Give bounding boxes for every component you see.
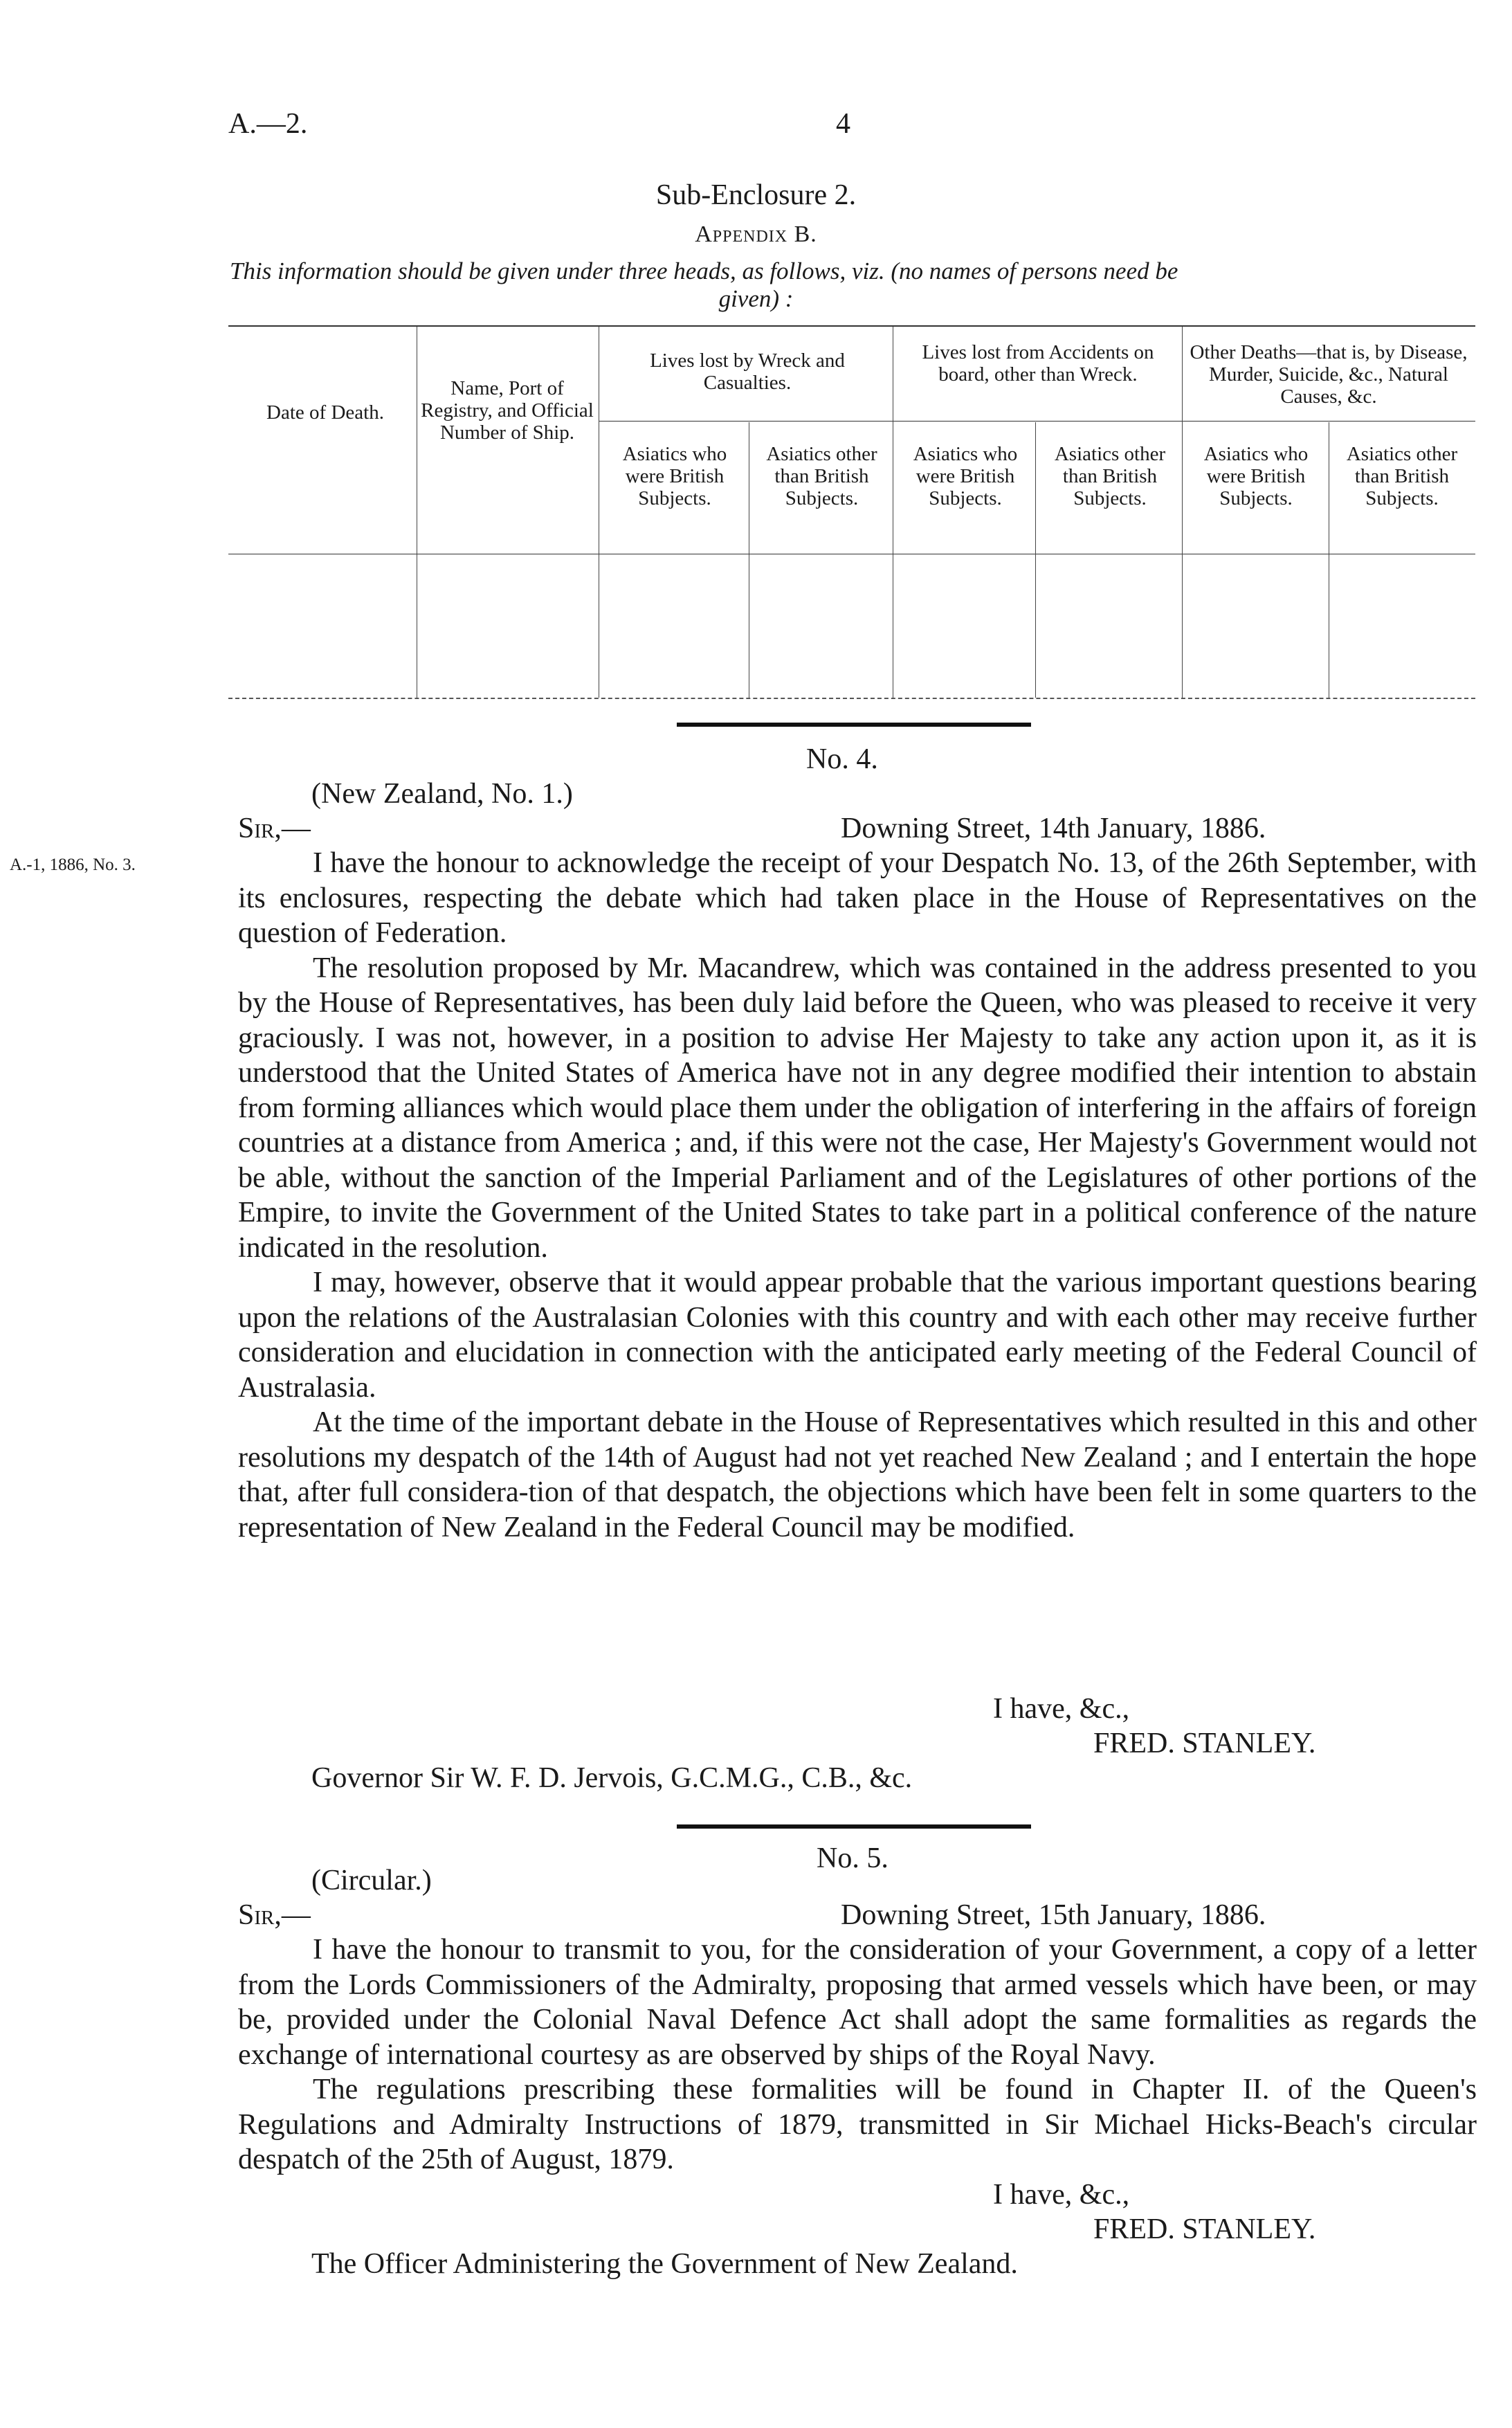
letter5-salutation: Sir,— xyxy=(238,1899,311,1931)
instruction-line-1: This information should be given under three heads, as follows, viz. (no names of persons need be xyxy=(230,257,1178,284)
appendix-title: Appendix B. xyxy=(695,221,817,247)
table-bottom-rule xyxy=(228,698,1475,699)
letter4-paragraph: I have the honour to acknowledge the receipt of your Despatch No. 13, of the 26th September, with its enclosures, respecting the debate which had taken place in the House of Representatives on the question of Federation. xyxy=(238,847,1477,949)
letter4-origin: (New Zealand, No. 1.) xyxy=(311,778,573,810)
letter5-number: No. 5. xyxy=(817,1842,889,1874)
sub-other-header: Asiatics other than British Subjects. xyxy=(766,443,877,509)
sub-other-header: Asiatics other than British Subjects. xyxy=(1346,443,1458,509)
group-accidents-header: Lives lost from Accidents on board, other than Wreck. xyxy=(922,341,1154,386)
page-ref: A.—2. xyxy=(228,108,308,140)
letter4-closing: I have, &c., xyxy=(993,1693,1130,1725)
letter4-paragraph: At the time of the important debate in the House of Representatives which resulted in this and other resolutions my despatch of the 14th of August had not yet reached New Zealand ; and I entertain the hope that, after full considera-tion of that despatch, the objections which have been felt in some quarters to the representation of New Zealand in the Federal Council may be modified. xyxy=(238,1406,1477,1543)
letter4-paragraph: I may, however, observe that it would appear probable that the various important questions bearing upon the relations of the Australasian Colonies with this country and with each other may receive further consideration and elucidation in connection with the anticipated early meeting of the Federal Council of Australasia. xyxy=(238,1267,1477,1404)
letter5-closing: I have, &c., xyxy=(993,2179,1130,2211)
instruction-line-2: given) : xyxy=(718,285,794,312)
letter5-signature: FRED. STANLEY. xyxy=(1093,2213,1316,2245)
page-number: 4 xyxy=(836,108,850,140)
letter4-paragraph: The resolution proposed by Mr. Macandrew, which was contained in the address presented to you by the House of Representatives, has been duly laid before the Queen, who was pleased to receive it very graciously. I was not, however, in a position to advise Her Majesty to take any action upon it, as it is understood that the United States of America have not in any degree modified their intention to abstain from forming alliances which would place them under the obligation of interfering in the affairs of foreign countries at a distance from America ; and, if this were not the case, Her Majesty's Government would not be able, without the sanction of the Imperial Parliament and of the Legislatures of other portions of the Empire, to invite the Government of the United States to take part in a political conference of the nature indicated in the resolution. xyxy=(238,952,1477,1264)
sub-british-header: Asiatics who were British Subjects. xyxy=(1203,443,1309,509)
sub-british-header: Asiatics who were British Subjects. xyxy=(622,443,727,509)
table-col-divider xyxy=(1182,327,1183,698)
table-top-rule xyxy=(228,325,1475,327)
sub-other-header: Asiatics other than British Subjects. xyxy=(1054,443,1166,509)
letter4-signature: FRED. STANLEY. xyxy=(1093,1728,1316,1759)
col-date-header: Date of Death. xyxy=(266,401,384,424)
table-group-rule xyxy=(599,421,1475,422)
letter4-body xyxy=(238,846,1477,1545)
letter5-paragraph: The regulations prescribing these formalities will be found in Chapter II. of the Queen's Regulations and Admiralty Instructions of 1879, transmitted in Sir Michael Hicks-Beach's circular despatch of the 25th of August, 1879. xyxy=(238,2074,1477,2175)
sub-enclosure-title: Sub-Enclosure 2. xyxy=(655,179,857,211)
letter4-salutation: Sir,— xyxy=(238,813,311,844)
letter5-paragraph: I have the honour to transmit to you, for the consideration of your Government, a copy of a letter from the Lords Commissioners of the Admiralty, proposing that armed vessels which have been, or may be, provided under the Colonial Naval Defence Act shall adopt the same formalities as regards the exchange of international courtesy as are observed by ships of the Royal Navy. xyxy=(238,1934,1477,2071)
col-ship-header: Name, Port of Registry, and Official Number of Ship. xyxy=(421,377,594,444)
section-rule xyxy=(677,1824,1031,1829)
letter4-date: Downing Street, 14th January, 1886. xyxy=(841,813,1266,844)
letter5-origin: (Circular.) xyxy=(311,1865,432,1896)
section-rule xyxy=(677,723,1031,727)
group-wreck-header: Lives lost by Wreck and Casualties. xyxy=(650,350,845,394)
table-col-divider xyxy=(1035,422,1036,698)
sub-british-header: Asiatics who were British Subjects. xyxy=(913,443,1018,509)
group-other-header: Other Deaths—that is, by Disease, Murder, Suicide, &c., Natural Causes, &c. xyxy=(1190,341,1468,408)
letter4-addressee: Governor Sir W. F. D. Jervois, G.C.M.G., C.B., &c. xyxy=(311,1762,913,1794)
letter5-addressee: The Officer Administering the Government of New Zealand. xyxy=(311,2248,1018,2280)
letter4-margin-ref: A.-1, 1886, No. 3. xyxy=(10,855,136,874)
letter5-body xyxy=(238,1932,1477,2177)
letter5-date: Downing Street, 15th January, 1886. xyxy=(841,1899,1266,1931)
letter4-number: No. 4. xyxy=(806,743,878,775)
